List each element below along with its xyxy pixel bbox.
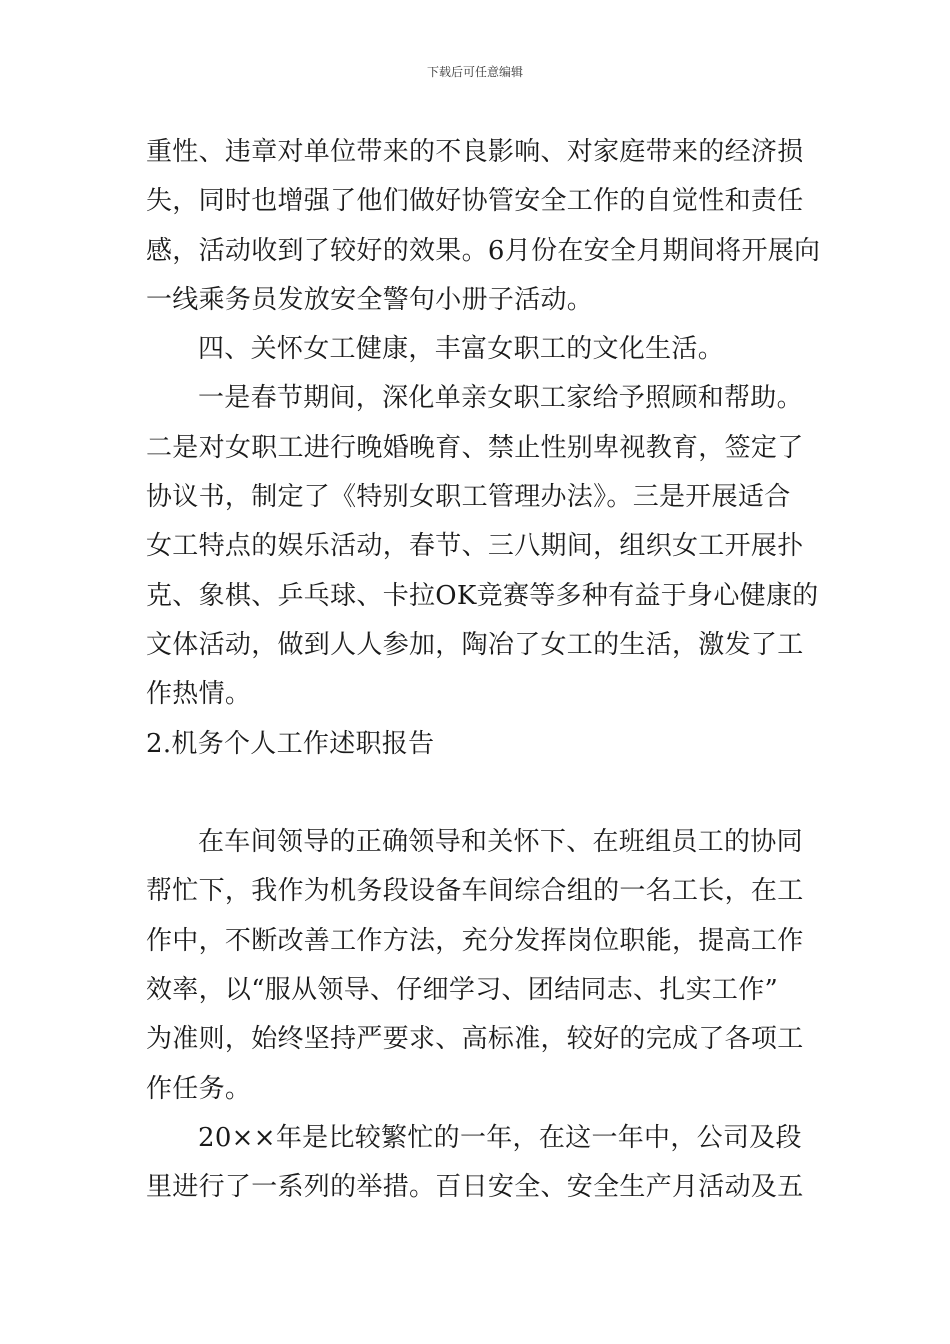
text-line-9: 女工特点的娱乐活动，春节、三八期间，组织女工开展扑 [146, 531, 804, 562]
text-line-18: 效率，以“服从领导、仔细学习、团结同志、扎实工作” [146, 975, 779, 1006]
text-line-17: 作中，不断改善工作方法，充分发挥岗位职能，提高工作 [146, 925, 804, 956]
text-line-20: 作任务。 [146, 1073, 252, 1104]
text-line-4: 一线乘务员发放安全警句小册子活动。 [146, 284, 594, 315]
text-line-16: 帮忙下，我作为机务段设备车间综合组的一名工长，在工 [146, 876, 804, 907]
section-heading-four: 四、关怀女工健康，丰富女职工的文化生活。 [198, 334, 725, 365]
text-line-15: 在车间领导的正确领导和关怀下、在班组员工的协同 [198, 827, 803, 858]
text-line-8: 协议书，制定了《特别女职工管理办法》。三是开展适合 [146, 482, 791, 513]
text-line-19: 为准则，始终坚持严要求、高标准，较好的完成了各项工 [146, 1024, 804, 1055]
blank-line [146, 769, 810, 818]
report-title: 2.机务个人工作述职报告 [146, 728, 435, 759]
text-line-7: 二是对女职工进行晚婚晚育、禁止性别卑视教育，签定了 [146, 432, 804, 463]
page-header-note: 下载后可任意编辑 [426, 65, 523, 79]
text-line-6: 一是春节期间，深化单亲女职工家给予照顾和帮助。 [198, 383, 803, 414]
text-line-1: 重性、违章对单位带来的不良影响、对家庭带来的经济损 [146, 137, 804, 167]
text-line-2: 失，同时也增强了他们做好协管安全工作的自觉性和责任 [146, 186, 804, 217]
text-line-10: 克、象棋、乒乓球、卡拉OK竞赛等多种有益于身心健康的 [146, 580, 819, 611]
text-line-3: 感，活动收到了较好的效果。6月份在安全月期间将开展向 [146, 235, 821, 266]
document-body [146, 128, 821, 1213]
text-line-12: 作热情。 [146, 679, 252, 710]
text-line-22: 里进行了一系列的举措。百日安全、安全生产月活动及五 [146, 1172, 804, 1203]
text-line-21: 20××年是比较繁忙的一年，在这一年中，公司及段 [198, 1122, 802, 1153]
text-line-11: 文体活动，做到人人参加，陶冶了女工的生活，激发了工 [146, 629, 804, 660]
